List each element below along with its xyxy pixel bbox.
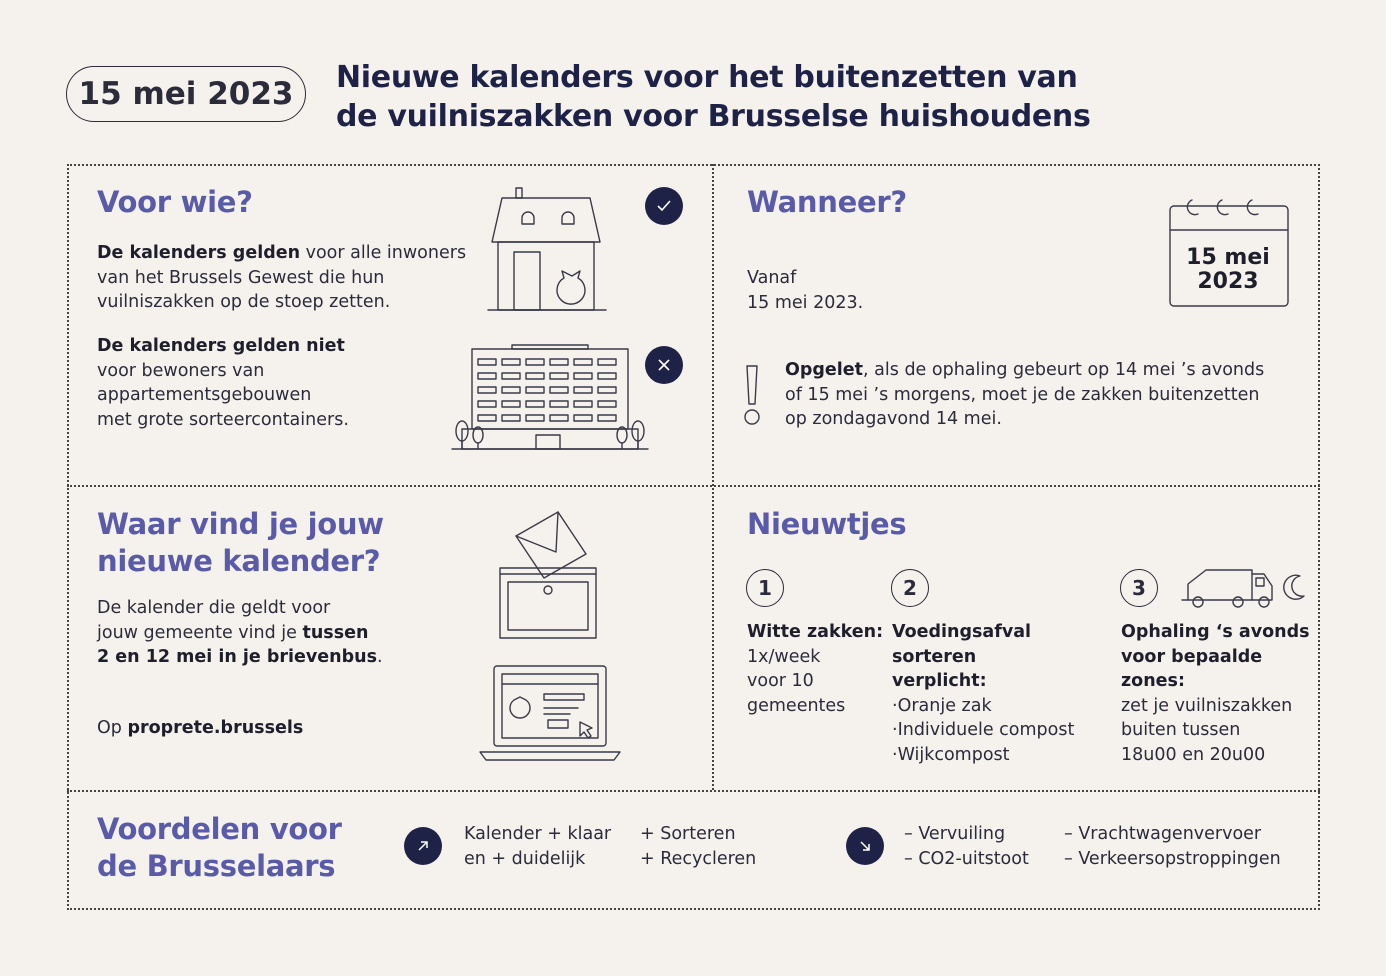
nieuwtje-2: Voedingsafval sorteren verplicht: ·Oranje zak ·Individuele compost ·Wijkcompost <box>892 622 1075 765</box>
waar-paragraph: De kalender die geldt voor jouw gemeente vind je tussen 2 en 12 mei in je brievenbus. <box>97 598 383 667</box>
nieuwtje-3-number: 3 <box>1120 569 1158 607</box>
nieuwtje-1-number: 1 <box>746 569 784 607</box>
page-title <box>336 58 1096 136</box>
calendar-icon <box>1168 196 1292 310</box>
minus-list-1: – Vervuiling – CO2-uitstoot <box>904 824 1029 869</box>
voor-wie-paragraph-1: De kalenders gelden voor alle inwoners van het Brussels Gewest die hun vuilniszakken op de stoep zetten. <box>97 243 467 312</box>
nieuwtje-2-number: 2 <box>891 569 929 607</box>
voor-wie-paragraph-2: De kalenders gelden niet voor bewoners van appartementsgebouwen met grote sorteercontainers. <box>97 336 349 430</box>
calendar-date-line-2: 2023 <box>1197 269 1259 294</box>
waar-heading: Waar vind je jouw nieuwe kalender? <box>97 507 384 578</box>
garbage-truck-icon <box>1182 568 1306 610</box>
check-icon <box>645 187 683 225</box>
date-badge: 15 mei 2023 <box>66 66 306 122</box>
horizontal-divider-2 <box>67 790 1320 792</box>
house-icon <box>488 186 608 314</box>
close-icon <box>645 346 683 384</box>
wanneer-heading: Wanneer? <box>747 185 907 219</box>
exclamation-icon <box>744 364 764 428</box>
mailbox-icon <box>496 508 602 642</box>
laptop-icon <box>478 664 622 762</box>
page-title-line-2: de vuilniszakken voor Brusselse huishoudens <box>336 99 1091 134</box>
horizontal-divider-1 <box>67 485 1320 487</box>
vertical-divider <box>712 164 714 790</box>
wanneer-start-date: Vanaf 15 mei 2023. <box>747 268 864 313</box>
nieuwtje-1: Witte zakken: 1x/week voor 10 gemeentes <box>747 622 884 716</box>
voordelen-heading: Voordelen voor de Brusselaars <box>97 812 342 883</box>
nieuwtje-3: Ophaling ‘s avonds voor bepaalde zones: zet je vuilniszakken buiten tussen 18u00 en 20u00 <box>1121 622 1310 765</box>
website-text: Op proprete.brussels <box>97 718 304 738</box>
minus-list-2: – Vrachtwagenvervoer – Verkeersopstroppingen <box>1064 824 1281 869</box>
apartment-building-icon <box>452 345 648 451</box>
arrow-down-right-icon <box>846 827 884 865</box>
calendar-date-line-1: 15 mei <box>1186 245 1270 270</box>
wanneer-warning: Opgelet, als de ophaling gebeurt op 14 mei ’s avonds of 15 mei ’s morgens, moet je de zakken buitenzetten op zondagavond 14 mei. <box>785 360 1265 429</box>
voor-wie-heading: Voor wie? <box>97 185 253 219</box>
website-link[interactable]: proprete.brussels <box>127 718 304 738</box>
plus-list-2: + Sorteren + Recycleren <box>640 824 757 869</box>
arrow-up-right-icon <box>404 827 442 865</box>
page-title-line-1: Nieuwe kalenders voor het buitenzetten van <box>336 60 1078 95</box>
plus-list-1: Kalender + klaar en + duidelijk <box>464 824 612 869</box>
nieuwtjes-heading: Nieuwtjes <box>747 507 907 541</box>
